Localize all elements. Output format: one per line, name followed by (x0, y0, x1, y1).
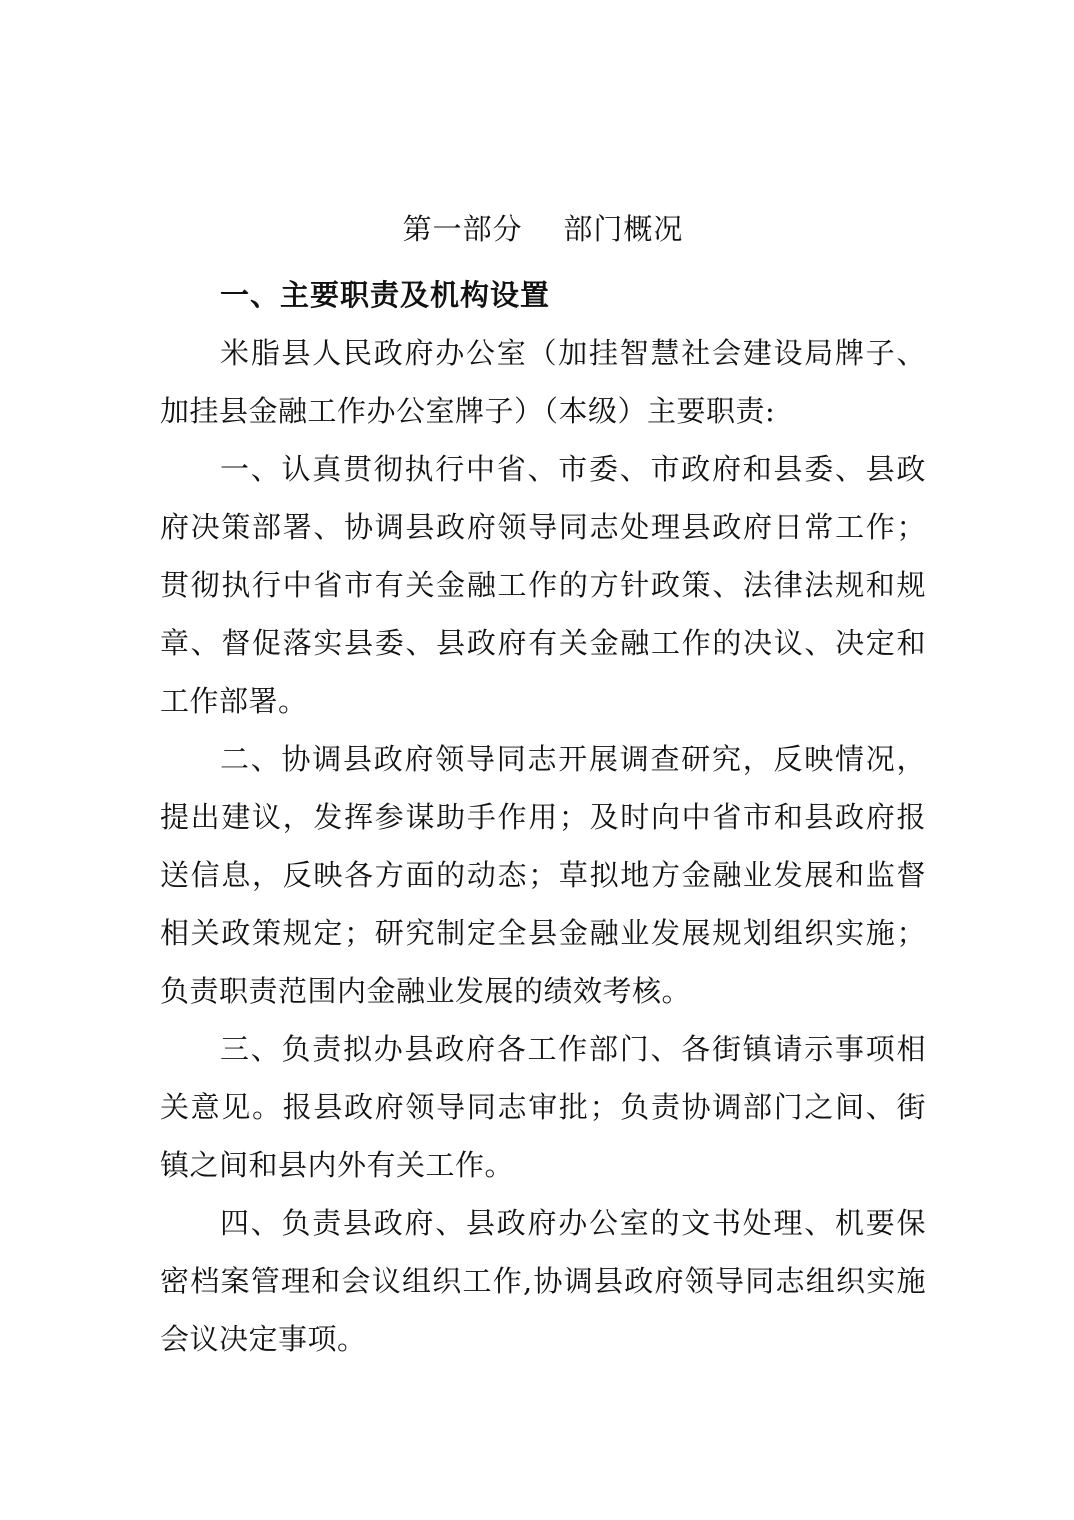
document-body (160, 200, 926, 1368)
section-heading: 一、主要职责及机构设置 (220, 278, 551, 312)
paragraph-duty-4: 四、负责县政府、县政府办公室的文书处理、机要保密档案管理和会议组织工作,协调县政府领导同志组织实施会议决定事项。 (160, 1206, 926, 1356)
paragraph-duty-2: 二、协调县政府领导同志开展调查研究，反映情况，提出建议，发挥参谋助手作用；及时向中省市和县政府报送信息，反映各方面的动态；草拟地方金融业发展和监督相关政策规定；研究制定全县金融业发展规划组织实施；负责职责范围内金融业发展的绩效考核。 (160, 742, 926, 1008)
paragraph-duty-1: 一、认真贯彻执行中省、市委、市政府和县委、县政府决策部署、协调县政府领导同志处理县政府日常工作；贯彻执行中省市有关金融工作的方针政策、法律法规和规章、督促落实县委、县政府有关金融工作的决议、决定和工作部署。 (160, 452, 926, 718)
paragraph-intro: 米脂县人民政府办公室（加挂智慧社会建设局牌子、加挂县金融工作办公室牌子）（本级）主要职责: (160, 336, 926, 428)
part-title: 第一部分 部门概况 (402, 212, 684, 246)
paragraph-duty-3: 三、负责拟办县政府各工作部门、各街镇请示事项相关意见。报县政府领导同志审批；负责协调部门之间、街镇之间和县内外有关工作。 (160, 1032, 926, 1182)
